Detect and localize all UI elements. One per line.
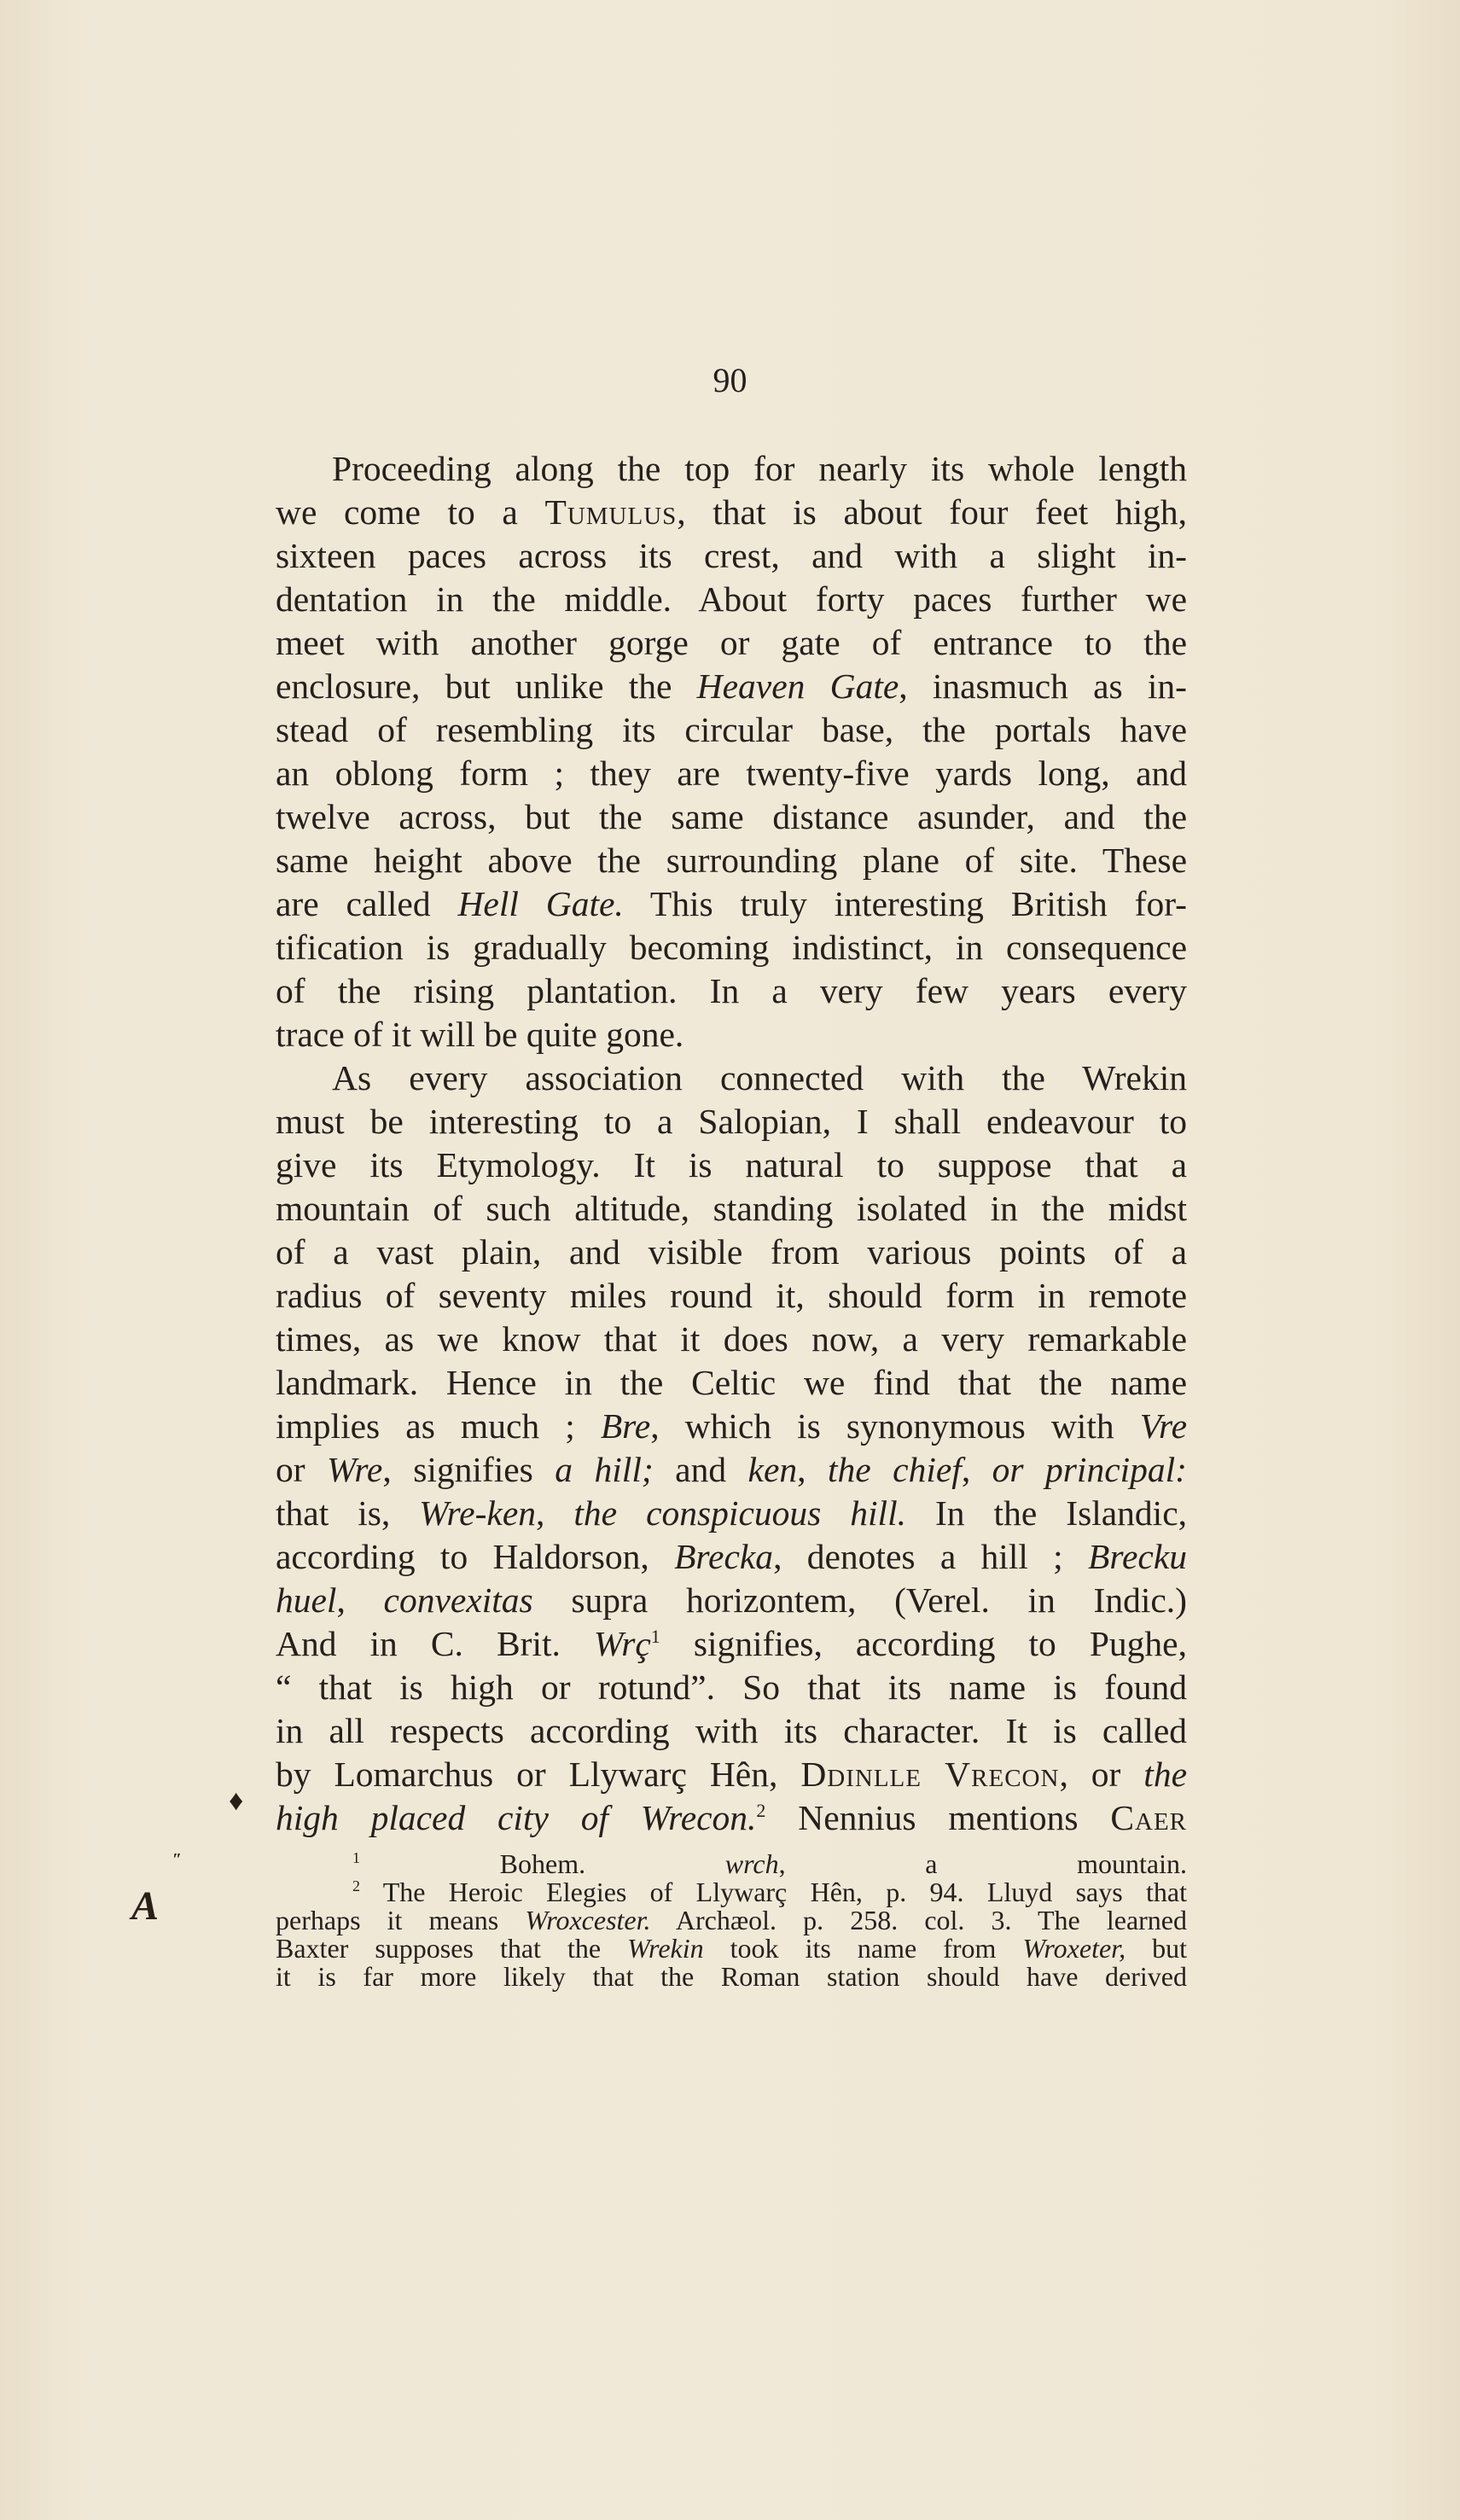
text-run: twelve across, but the same distance asunder, and the (276, 797, 1187, 836)
footnote-line (276, 1935, 1187, 1963)
text-run: , (336, 1580, 384, 1620)
text-line (276, 839, 1187, 882)
text-line (276, 1187, 1187, 1231)
text-run: In the Islandic, (905, 1493, 1187, 1533)
text-run: that is, (276, 1493, 420, 1533)
text-line (276, 1274, 1187, 1318)
text-line (276, 1100, 1187, 1144)
footnote-marker: 1 (650, 1626, 660, 1647)
text-run: Bohem. (360, 1848, 725, 1879)
text-line (276, 1448, 1187, 1492)
text-run: Wre-ken (419, 1493, 537, 1533)
text-run: Proceeding along the top for nearly its whole length (332, 449, 1187, 488)
text-run: huel (276, 1580, 337, 1620)
text-run: , or (1059, 1755, 1144, 1794)
text-run: radius of seventy miles round it, should form in remote (276, 1276, 1187, 1315)
text-run: an oblong form ; they are twenty-five yards long, and (276, 754, 1187, 793)
text-run: in all respects according with its character. It is called (276, 1711, 1187, 1750)
text-run: mountain of such altitude, standing isolated in the midst (276, 1189, 1187, 1228)
text-run: , inasmuch as in- (899, 666, 1187, 706)
text-line (276, 1231, 1187, 1274)
text-run: , (536, 1493, 574, 1533)
footnote-line (276, 1878, 1187, 1906)
text-run: meet with another gorge or gate of entrance to the (276, 623, 1187, 662)
footnotes (276, 1850, 1187, 1991)
text-run: of a vast plain, and visible from various points of a (276, 1232, 1187, 1272)
text-run: , denotes a hill ; (773, 1537, 1089, 1576)
margin-annotation-dots: ″ (172, 1850, 183, 1869)
text-run: , (961, 1450, 992, 1489)
text-run: high placed city of Wrecon. (276, 1798, 757, 1837)
text-run: same height above the surrounding plane of site. These (276, 841, 1187, 880)
text-run: or principal: (992, 1450, 1188, 1489)
text-run: As every association connected with the Wrekin (332, 1058, 1187, 1097)
text-run: The Heroic Elegies of Llywarç Hên, p. 94. Lluyd says that (360, 1877, 1187, 1907)
text-run: , signifies (382, 1450, 555, 1489)
text-run: and (653, 1450, 748, 1489)
text-run: Hell Gate. (457, 884, 624, 923)
text-line (276, 491, 1187, 534)
margin-annotation-caret: ♦ (229, 1785, 244, 1817)
text-run: supra horizontem, (Verel. in Indic.) (532, 1580, 1188, 1620)
text-run: according to Haldorson, (276, 1537, 675, 1576)
text-line (276, 1535, 1187, 1579)
text-run: , (797, 1450, 828, 1489)
text-line (276, 1666, 1187, 1709)
text-line (276, 1709, 1187, 1753)
text-run: but (1126, 1933, 1188, 1964)
text-line (276, 795, 1187, 839)
text-run: give its Etymology. It is natural to suppose that a (276, 1145, 1187, 1184)
text-run: perhaps it means (276, 1905, 526, 1935)
text-line (276, 1622, 1187, 1666)
text-run: the conspicuous hill. (573, 1493, 906, 1533)
text-run: the (1143, 1755, 1187, 1794)
text-run: of the rising plantation. In a very few years every (276, 971, 1187, 1010)
text-run: Brecka (674, 1537, 774, 1576)
text-run: Archæol. p. 258. col. 3. The learned (650, 1905, 1188, 1935)
text-run: are called (276, 884, 458, 923)
text-run: sixteen paces across its crest, and with a slight in- (276, 536, 1187, 575)
text-run: , that is about four feet high, (677, 492, 1187, 532)
text-run: must be interesting to a Salopian, I shall endeavour to (276, 1102, 1187, 1141)
page-number: 90 (713, 361, 747, 399)
text-run: Wrç (593, 1624, 651, 1663)
text-run: Nennius mentions (765, 1798, 1111, 1837)
text-line (276, 665, 1187, 708)
text-run: And in C. Brit. (276, 1624, 594, 1663)
text-line (276, 752, 1187, 795)
text-run: took its name from (703, 1933, 1023, 1964)
text-line (276, 1013, 1187, 1056)
text-line (276, 969, 1187, 1013)
footnote-marker: 2 (352, 1877, 360, 1894)
text-line (276, 1144, 1187, 1187)
text-run: This truly interesting British for- (623, 884, 1188, 923)
text-run: stead of resembling its circular base, the portals have (276, 710, 1187, 749)
text-run: Heaven Gate (696, 666, 899, 706)
text-line (276, 1318, 1187, 1361)
text-run: , which is synonymous with (650, 1406, 1140, 1446)
text-run: we come to a (276, 492, 545, 532)
text-line (276, 534, 1187, 578)
text-run: convexitas (383, 1580, 533, 1620)
text-line (231, 1796, 1187, 1840)
text-line (276, 1492, 1187, 1535)
text-run: , a mountain. (778, 1848, 1188, 1879)
text-run: enclosure, but unlike the (276, 666, 697, 706)
text-line (276, 882, 1187, 926)
text-run: by Lomarchus or Llywarç Hên, (276, 1755, 801, 1794)
footnote-marker: 2 (756, 1800, 766, 1821)
text-run: signifies, according to Pughe, (660, 1624, 1187, 1663)
margin-annotation-letter: A (131, 1883, 160, 1929)
footnote-line (276, 1963, 1187, 1991)
text-line (276, 926, 1187, 969)
footnote-line (276, 1850, 1187, 1878)
text-run: Baxter supposes that the (276, 1933, 628, 1964)
text-run: trace of it will be quite gone. (276, 1015, 684, 1054)
text-run: Bre (600, 1406, 651, 1446)
text-run: dentation in the middle. About forty paces further we (276, 579, 1187, 619)
text-line (276, 1579, 1187, 1622)
text-run: times, as we know that it does now, a very remarkable (276, 1319, 1187, 1359)
text-run: Ddinlle Vrecon (800, 1755, 1060, 1794)
footnote-line (276, 1906, 1187, 1935)
text-run: tification is gradually becoming indistinct, in consequence (276, 928, 1187, 967)
text-line (276, 1405, 1187, 1448)
text-run: a hill; (555, 1450, 654, 1489)
text-run: Wre (327, 1450, 383, 1489)
text-run: Caer (1110, 1798, 1188, 1837)
text-run: Wrekin (627, 1933, 704, 1964)
text-run: ken (747, 1450, 798, 1489)
text-run: “ that is high or rotund”. So that its name is found (276, 1667, 1187, 1707)
text-run: Tumulus (544, 492, 678, 532)
text-run: implies as much ; (276, 1406, 601, 1446)
text-line (276, 1056, 1187, 1100)
text-line (276, 1753, 1187, 1796)
text-line (276, 708, 1187, 752)
text-run: Brecku (1088, 1537, 1188, 1576)
text-run: landmark. Hence in the Celtic we find that the name (276, 1363, 1187, 1402)
text-run: wrch (724, 1848, 779, 1879)
text-run: Wroxcester. (525, 1905, 651, 1935)
text-line (276, 1361, 1187, 1405)
text-run: or (276, 1450, 328, 1489)
text-line (276, 447, 1187, 491)
text-line (276, 578, 1187, 621)
text-line (276, 621, 1187, 665)
main-text (276, 447, 1187, 1840)
text-run: the chief (827, 1450, 962, 1489)
footnote-marker: 1 (352, 1849, 360, 1866)
text-run: Vre (1139, 1406, 1187, 1446)
text-run: Wroxeter, (1022, 1933, 1126, 1964)
text-run: it is far more likely that the Roman station should have derived (276, 1961, 1187, 1992)
